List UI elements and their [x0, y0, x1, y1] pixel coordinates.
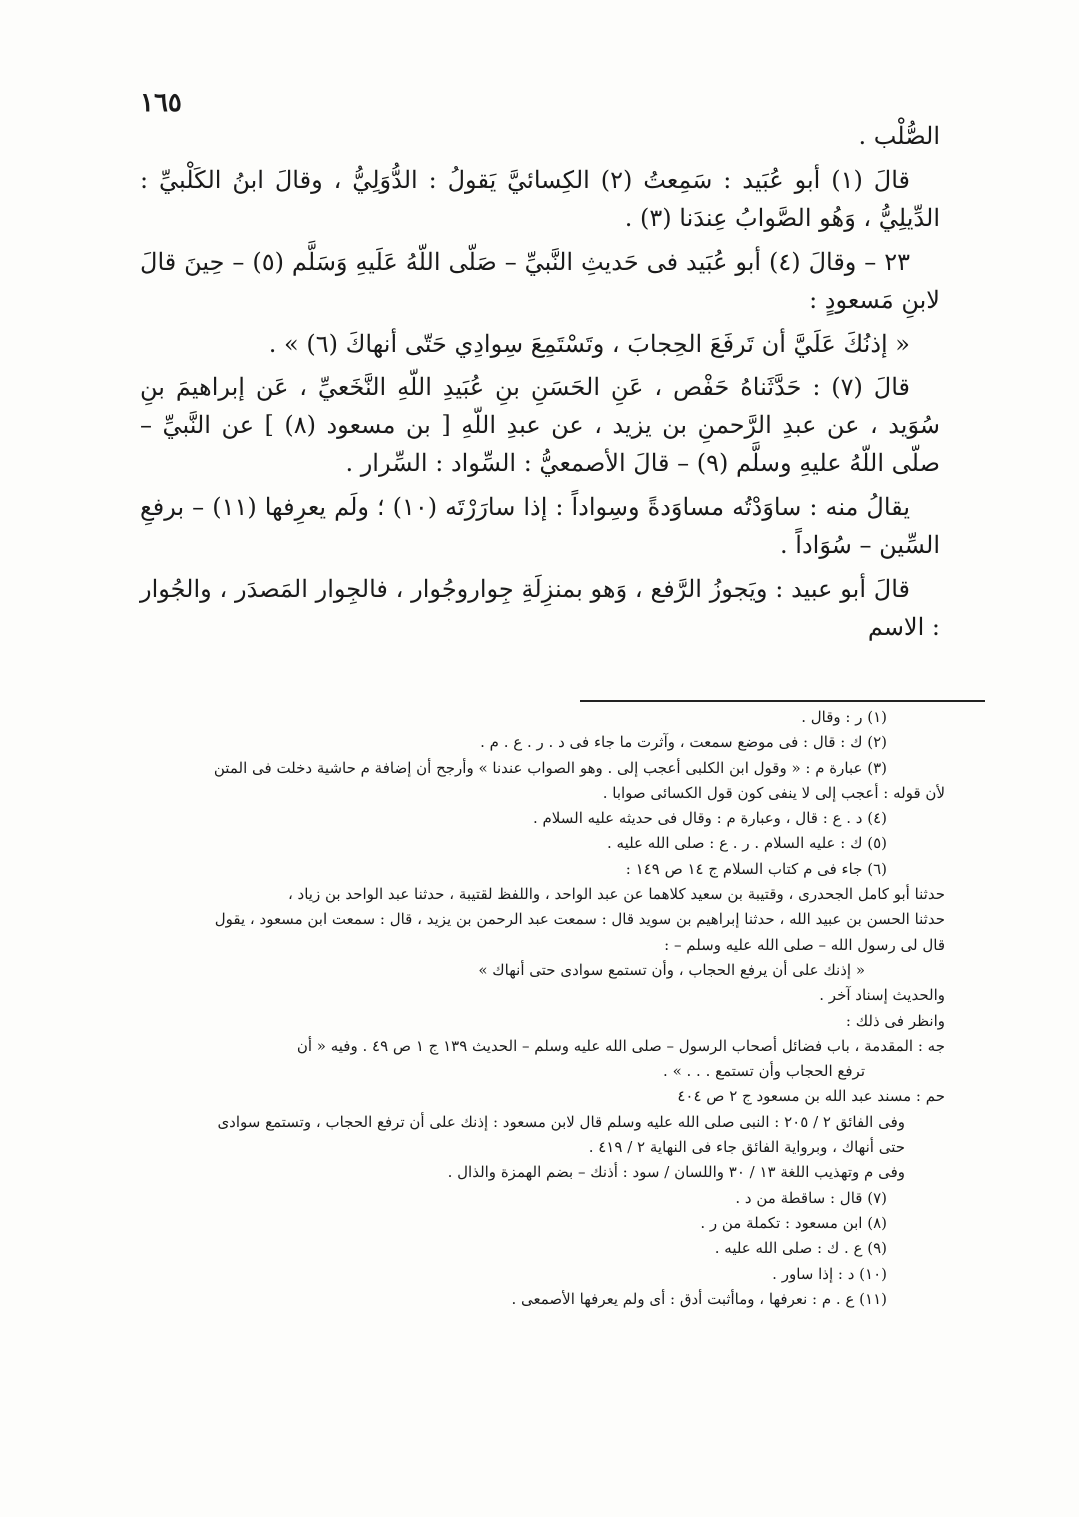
- paragraph: الصُّلْب .: [858, 122, 940, 150]
- footnote-line: ترفع الحجاب وأن تستمع . . . » .: [663, 1062, 865, 1081]
- footnote-line: (٥) ك : عليه السلام . ر . ع : صلى الله عليه .: [606, 834, 887, 853]
- footnote-line: (١١) ع . م : نعرفها ، وماأثبت أدق : أى ولم يعرفها الأصمعى .: [511, 1289, 887, 1308]
- paragraph: يقالُ منه : ساوَدْتُه مساوَدةً وسِواداً : إذا سارَرْتَه (١٠) ؛ ولَم يعرِفها (١١) – برفعِ السِّين – سُوَاداً .: [140, 493, 940, 560]
- footnote-line: حتى أنهاك ، وبرواية الفائق جاء فى النهاية ٢ / ٤١٩ .: [588, 1138, 905, 1157]
- footnote-line: حم : مسند عبد الله بن مسعود ج ٢ ص ٤٠٤: [677, 1087, 945, 1106]
- footnote-line: وفى الفائق ٢ / ٢٠٥ : النبى صلى الله عليه وسلم قال لابن مسعود : إذنك على أن ترفع الحجاب ، وتستمع سوادى: [217, 1112, 905, 1131]
- footnote-line: حدثنا أبو كامل الجحدرى ، وقتيبة بن سعيد كلاهما عن عبد الواحد ، واللفظ لقتيبة ، حدثنا عبد الواحد بن زياد ،: [287, 885, 945, 904]
- footnote-line: (٢) ك : قال : فى موضع سمعت ، وآثرت ما جاء فى د . ر . ع . م .: [480, 733, 887, 752]
- paragraph: قالَ (١) أبو عُبَيد : سَمِعتُ (٢) الكِسائيَّ يَقولُ : الدُّوَلِيُّ ، وقالَ ابنُ الكَلْبيِّ : الدِّيلِيُّ ، وَهُو الصَّوابُ عِندَنا (٣) .: [140, 165, 940, 232]
- footnote-line: (٣) عبارة م : « وقول ابن الكلبى أعجب إلى . وهو الصواب عندنا » وأرجح أن إضافة م حاشية دخلت فى المتن: [213, 758, 887, 777]
- main-text: [140, 118, 940, 653]
- footnote-line: قال لى رسول الله – صلى الله عليه وسلم – :: [664, 935, 945, 954]
- paragraph: ٢٣ – وقالَ (٤) أبو عُبَيد فى حَديثِ النَّبيِّ – صَلّى اللّهُ عَلَيهِ وَسَلَّم (٥) – حِينَ قالَ لابنِ مَسعودٍ :: [140, 247, 940, 314]
- footnote-line: والحديث إسناد آخر .: [819, 986, 945, 1005]
- quotation: « إذنُكَ عَلَيَّ أن تَرفَعَ الحِجابَ ، وتَسْتَمِعَ سِوادِي حَتّى أنهاكَ (٦) » .: [268, 329, 910, 358]
- footnote-separator: [580, 700, 985, 702]
- paragraph: قالَ أبو عبيد : ويَجوزُ الرَّفع ، وَهو بمنزِلَةِ جِواروجُوار ، فالجِوار المَصدَر ، والجُوار : الاسم: [140, 574, 940, 641]
- footnote-line: (١) ر : وقال .: [801, 708, 887, 726]
- footnote-line: (٦) جاء فى م كتاب السلام ج ١٤ ص ١٤٩ :: [625, 859, 887, 878]
- footnote-line: حدثنا الحسن بن عبيد الله ، حدثنا إبراهيم بن سويد قال : سمعت عبد الرحمن بن يزيد ، قال : سمعت ابن مسعود ، يقول: [214, 910, 945, 929]
- footnote-line: (٨) ابن مسعود : تكملة من ر .: [700, 1213, 887, 1232]
- footnote-line: وفى م وتهذيب اللغة ١٣ / ٣٠ واللسان / سود : أذنك – بضم الهمزة والذال .: [447, 1163, 905, 1182]
- footnote-line: وانظر فى ذلك :: [845, 1011, 945, 1030]
- footnote-line: (١٠) د : إذا ساور .: [772, 1264, 887, 1283]
- footnotes: [135, 707, 945, 1314]
- footnote-line: (٩) ع . ك : صلى الله عليه .: [714, 1239, 887, 1258]
- footnote-line: « إذنك على أن يرفع الحجاب ، وأن تستمع سوادى حتى أنهاك »: [478, 960, 865, 979]
- footnote-line: (٧) قال : ساقطة من د .: [735, 1188, 887, 1207]
- footnote-line: لأن قوله : أعجب إلى لا ينفى كون قول الكسائى صوابا .: [602, 783, 945, 802]
- page-number: ١٦٥: [140, 88, 182, 118]
- footnote-line: جه : المقدمة ، باب فضائل أصحاب الرسول – صلى الله عليه وسلم – الحديث ١٣٩ ج ١ ص ٤٩ . وفيه « أن: [296, 1036, 945, 1055]
- footnote-line: (٤) د . ع : قال ، وعبارة م : وقال فى حديثه عليه السلام .: [532, 809, 887, 828]
- paragraph: قالَ (٧) : حَدَّثَناهُ حَفْص ، عَنِ الحَسَنِ بنِ عُبَيدِ اللّهِ النَّخَعيِّ ، عَن إبراهيمَ بنِ سُوَيد ، عن عبدِ الرَّحمنِ بن يزيد ، عن عبدِ اللّهِ [ بن مسعود (٨) ] عن النَّبيِّ – صلّى اللّهُ عليهِ وسلَّم (٩) – قالَ الأصمعيُّ : السِّواد : السِّرار .: [140, 373, 940, 478]
